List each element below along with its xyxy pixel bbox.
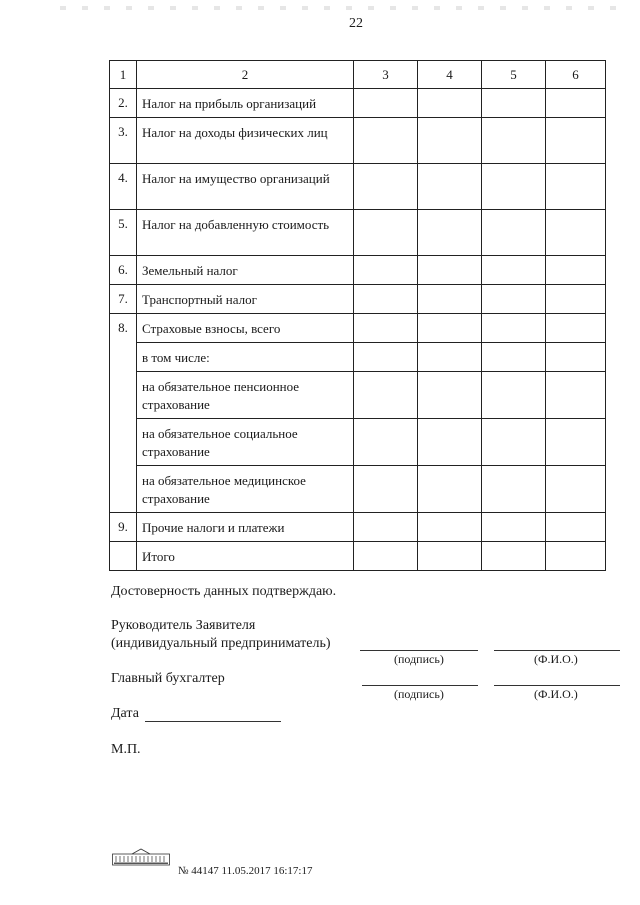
empty-cell (482, 542, 546, 571)
empty-cell (418, 542, 482, 571)
empty-cell (354, 542, 418, 571)
row-name: на обязательное социальное страхование (137, 419, 354, 466)
empty-cell (418, 285, 482, 314)
row-number: 7. (110, 285, 137, 314)
empty-cell (482, 118, 546, 164)
empty-cell (418, 210, 482, 256)
table-row (110, 419, 606, 466)
row-name: Налог на прибыль организаций (137, 89, 354, 118)
row-number: 6. (110, 256, 137, 285)
empty-cell (482, 314, 546, 343)
empty-cell (354, 285, 418, 314)
empty-cell (546, 314, 606, 343)
header-col-4: 4 (418, 61, 482, 89)
empty-cell (546, 372, 606, 419)
table-row (110, 89, 606, 118)
date-line (145, 721, 281, 722)
empty-cell (354, 210, 418, 256)
row-name: в том числе: (137, 343, 354, 372)
table-header-row (110, 61, 606, 89)
row-name: на обязательное пенсионное страхование (137, 372, 354, 419)
accountant-label: Главный бухгалтер (111, 671, 225, 686)
row-number: 5. (110, 210, 137, 256)
row-number: 8. (110, 314, 137, 513)
empty-cell (546, 210, 606, 256)
empty-cell (354, 89, 418, 118)
head-signature-line (360, 650, 478, 651)
head-signature-caption: (подпись) (394, 652, 444, 666)
head-name-caption: (Ф.И.О.) (534, 652, 578, 666)
table-row (110, 343, 606, 372)
empty-cell (546, 542, 606, 571)
accountant-signature-caption: (подпись) (394, 687, 444, 701)
table-row (110, 372, 606, 419)
table-row (110, 466, 606, 513)
header-col-2: 2 (137, 61, 354, 89)
empty-cell (482, 210, 546, 256)
empty-cell (482, 513, 546, 542)
table-row (110, 314, 606, 343)
empty-cell (418, 419, 482, 466)
empty-cell (482, 256, 546, 285)
empty-cell (354, 466, 418, 513)
accountant-name-caption: (Ф.И.О.) (534, 687, 578, 701)
empty-cell (418, 343, 482, 372)
accountant-name-line (494, 685, 620, 686)
row-name: Земельный налог (137, 256, 354, 285)
table-row (110, 513, 606, 542)
empty-cell (418, 118, 482, 164)
row-name: на обязательное медицинское страхование (137, 466, 354, 513)
empty-cell (546, 466, 606, 513)
row-number: 3. (110, 118, 137, 164)
empty-cell (546, 118, 606, 164)
empty-cell (546, 343, 606, 372)
header-col-1: 1 (110, 61, 137, 89)
table-row (110, 210, 606, 256)
empty-cell (418, 466, 482, 513)
header-col-5: 5 (482, 61, 546, 89)
empty-cell (354, 314, 418, 343)
empty-cell (418, 89, 482, 118)
row-number: 4. (110, 164, 137, 210)
empty-cell (482, 285, 546, 314)
empty-cell (354, 343, 418, 372)
empty-cell (354, 164, 418, 210)
table-row (110, 164, 606, 210)
confirmation-text: Достоверность данных подтверждаю. (111, 584, 337, 599)
empty-cell (546, 164, 606, 210)
table-row (110, 256, 606, 285)
row-name: Итого (137, 542, 354, 571)
table-row (110, 118, 606, 164)
row-name: Транспортный налог (137, 285, 354, 314)
empty-cell (418, 164, 482, 210)
empty-cell (482, 89, 546, 118)
tax-table (109, 60, 606, 571)
empty-cell (546, 256, 606, 285)
empty-cell (482, 372, 546, 419)
empty-cell (482, 466, 546, 513)
scan-artifact (60, 6, 620, 10)
accountant-signature-line (362, 685, 478, 686)
row-name: Страховые взносы, всего (137, 314, 354, 343)
row-number: 9. (110, 513, 137, 542)
row-name: Налог на добавленную стоимость (137, 210, 354, 256)
empty-cell (354, 256, 418, 285)
empty-cell (546, 89, 606, 118)
empty-cell (482, 164, 546, 210)
empty-cell (354, 513, 418, 542)
page-number: 22 (349, 16, 363, 31)
empty-cell (546, 419, 606, 466)
empty-cell (482, 343, 546, 372)
head-name-line (494, 650, 620, 651)
row-number: 2. (110, 89, 137, 118)
header-col-3: 3 (354, 61, 418, 89)
head-title-line1: Руководитель Заявителя (111, 618, 256, 633)
registry-stamp-icon (112, 848, 170, 866)
empty-cell (418, 314, 482, 343)
header-col-6: 6 (546, 61, 606, 89)
table-row (110, 285, 606, 314)
empty-cell (418, 256, 482, 285)
head-title-line2: (индивидуальный предприниматель) (111, 636, 331, 651)
empty-cell (482, 419, 546, 466)
row-name: Налог на имущество организаций (137, 164, 354, 210)
empty-cell (546, 285, 606, 314)
seal-label: М.П. (111, 742, 141, 757)
row-name: Налог на доходы физических лиц (137, 118, 354, 164)
empty-cell (546, 513, 606, 542)
row-number (110, 542, 137, 571)
empty-cell (418, 372, 482, 419)
empty-cell (354, 118, 418, 164)
date-label: Дата (111, 706, 139, 721)
empty-cell (418, 513, 482, 542)
empty-cell (354, 372, 418, 419)
row-name: Прочие налоги и платежи (137, 513, 354, 542)
empty-cell (354, 419, 418, 466)
table-row-total (110, 542, 606, 571)
document-stamp-text: № 44147 11.05.2017 16:17:17 (178, 865, 313, 877)
